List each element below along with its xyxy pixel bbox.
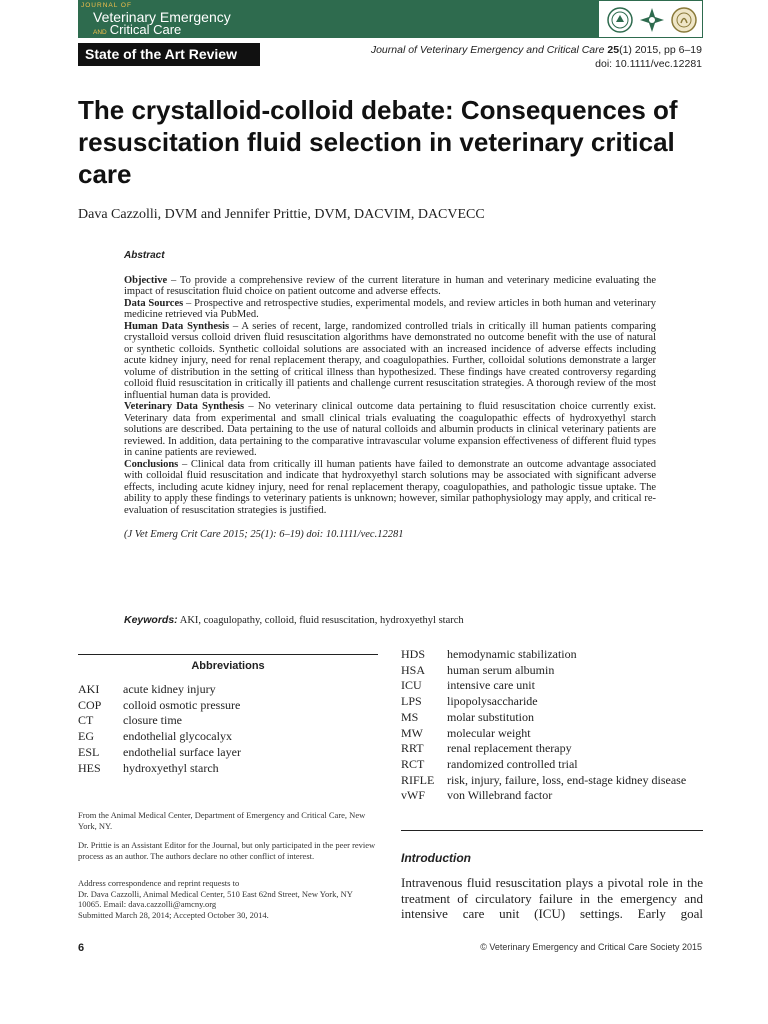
introduction-heading: Introduction [401, 851, 471, 865]
abbreviations-bottom-rule [401, 830, 703, 831]
abbreviation-row: COP colloid osmotic pressure [78, 697, 241, 712]
citation-details: (1) 2015, pp 6–19 [619, 44, 702, 56]
abbreviation-row: RRT renal replacement therapy [401, 741, 572, 756]
abbreviation-row: MW molecular weight [401, 725, 531, 740]
abstract-human-data: Human Data Synthesis – A series of recent, large, randomized controlled trials in critically ill human patients comparing crystalloid versus colloid driven fluid resuscitation algorithms have demonstrated no outcome benefit with the use of natural or synthetic colloids. Synthetic colloidal solutions are associated with an increased incidence of adverse effects including acute kidney injury, need for renal replacement therapy, and coagulopathies. Further, colloidal solutions demonstrate a larger volume of distribution in the setting of critical illness than hypothesized. These findings have created controversy regarding colloid fluid resuscitation in critically ill patients and challenge current resuscitation strategies. A thorough review of the most influential human data is provided. [124, 320, 656, 401]
college-seal-icon [671, 7, 697, 33]
citation-line [371, 43, 702, 57]
journal-and: AND [93, 29, 107, 36]
abbreviation-row: HES hydroxyethyl starch [78, 760, 219, 775]
journal-name-line2 [93, 22, 181, 37]
affiliation-note: From the Animal Medical Center, Department of Emergency and Critical Care, New York, NY. [78, 810, 366, 831]
abbreviation-row: RIFLE risk, injury, failure, loss, end-stage kidney disease [401, 772, 687, 787]
introduction-text: Intravenous fluid resuscitation plays a pivotal role in the treatment of circulatory failure in the emergency and intensive care unit (ICU) settings. Early goal [401, 875, 703, 921]
abbreviations-list-left [78, 682, 378, 776]
abbreviations-list-right [401, 647, 705, 804]
page-number: 6 [78, 942, 85, 954]
disclosure-note: Dr. Prittie is an Assistant Editor for the Journal, but only participated in the peer review process as an author. The authors declare no other conflict of interest. [78, 840, 376, 861]
citation-journal: Journal of Veterinary Emergency and Critical Care [370, 44, 605, 56]
abbreviation-row: MS molar substitution [401, 709, 534, 724]
society-logos [598, 0, 703, 38]
society-seal-icon [607, 7, 633, 33]
correspondence-note: Address correspondence and reprint requests to Dr. Dava Cazzolli, Animal Medical Center, 510 East 62nd Street, New York, NY 10065. Email: dava.cazzolli@amcny.org Submitted March 28, 2014; Accepted October 30, 2014. [78, 878, 353, 920]
abbreviations-top-rule [78, 654, 378, 655]
citation-volume: 25 [607, 44, 620, 56]
abbreviation-row: ESL endothelial surface layer [78, 744, 241, 759]
article-authors: Dava Cazzolli, DVM and Jennifer Prittie, DVM, DACVIM, DACVECC [78, 207, 485, 222]
section-label: State of the Art Review [78, 43, 260, 66]
article-citation [371, 43, 702, 71]
star-emblem-icon [639, 7, 665, 33]
journal-name-critical-care: Critical Care [109, 22, 182, 37]
keywords-text: AKI, coagulopathy, colloid, fluid resuscitation, hydroxyethyl starch [179, 615, 464, 626]
abbreviation-row: EG endothelial glycocalyx [78, 729, 232, 744]
abbreviation-row: AKI acute kidney injury [78, 682, 216, 696]
abbreviation-row: vWF von Willebrand factor [401, 788, 553, 803]
citation-doi: doi: 10.1111/vec.12281 [595, 58, 702, 70]
abstract [124, 250, 656, 541]
keywords [124, 614, 464, 626]
journal-prefix: JOURNAL OF [81, 2, 132, 9]
abbreviations-heading: Abbreviations [191, 660, 265, 672]
copyright-notice: © Veterinary Emergency and Critical Care Society 2015 [480, 942, 702, 952]
abstract-veterinary-data: Veterinary Data Synthesis – No veterinary clinical outcome data pertaining to fluid resuscitation choice currently exist. Veterinary data from experimental and small clinical trials evaluating the coagulopathic effects of hydroxyethyl starch solutions are described. Data pertaining to the use of natural colloids and albumin products in clinical veterinary patients are reviewed. In addition, data pertaining to the comparative intravascular volume expansion effectiveness of different fluid types in canine patients are reviewed. [124, 401, 657, 458]
journal-banner [78, 0, 703, 38]
abbreviation-row: LPS lipopolysaccharide [401, 694, 538, 709]
abstract-conclusions: Conclusions – Clinical data from critically ill human patients have failed to demonstrate an outcome advantage associated with colloidal fluid resuscitation and indicate that hydroxyethyl starch solutions may be associated with significant adverse effects, including acute kidney injury, need for renal replacement therapy, coagulopathies, and pathologic tissue uptake. The ability to apply these findings to veterinary patients is unknown; however, similar pathophysiology may apply, and critical re-evaluation of resuscitation strategies is justified. [124, 458, 656, 516]
journal-name-line1: Veterinary Emergency [93, 9, 231, 25]
abstract-citation: (J Vet Emerg Crit Care 2015; 25(1): 6–19) doi: 10.1111/vec.12281 [124, 529, 404, 540]
abstract-data-sources: Data Sources – Prospective and retrospective studies, experimental models, and review articles in both human and veterinary medicine retrieved via PubMed. [124, 297, 656, 320]
article-title: The crystalloid-colloid debate: Consequences of resuscitation fluid selection in veterinary critical care [78, 95, 678, 189]
keywords-label: Keywords: [124, 614, 178, 626]
abstract-heading: Abstract [124, 250, 165, 261]
abbreviation-row: CT closure time [78, 713, 182, 728]
abbreviation-row: HSA human serum albumin [401, 662, 555, 677]
abbreviation-row: HDS hemodynamic stabilization [401, 647, 577, 661]
abbreviation-row: ICU intensive care unit [401, 678, 535, 693]
abbreviation-row: RCT randomized controlled trial [401, 756, 578, 771]
abstract-objective: Objective – To provide a comprehensive review of the current literature in human and veterinary medicine evaluating the impact of resuscitation fluid choice on patient outcome and adverse effects. [124, 274, 656, 297]
